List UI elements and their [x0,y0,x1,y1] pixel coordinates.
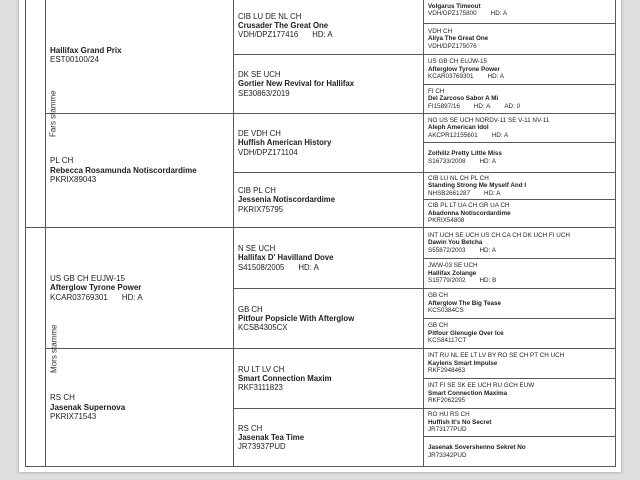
side-label-text: Fars stamme [48,89,58,137]
dog-title: US GB CH EUJW-15 [50,273,125,283]
dog-registration: AKCPR12155601 [428,131,478,139]
dog-registration: S55872/2003 [428,246,466,254]
dog-registration-line [428,158,611,165]
dog-registration-line [428,367,611,374]
dog-name: Pitfour Popsicle With Afterglow [238,313,355,323]
dog-name: Afterglow Tyrone Power [50,283,142,293]
great-grandparent-cell [424,114,616,143]
grandparent-cell [234,114,424,173]
dog-title: GB CH [428,322,448,330]
dog-title: DK SE UCH [238,70,281,80]
pedigree-row [26,0,616,24]
great-grandparent-cell [424,259,616,289]
dog-title: VDH CH [428,27,453,35]
dog-title: FI CH [428,87,445,95]
hd-score: HD: A [479,157,496,165]
dog-registration-line [428,190,611,197]
dog-title: N SE UCH [238,244,276,254]
pedigree-table [25,0,616,467]
dog-registration: RKF2062295 [428,397,466,405]
parent-cell [46,0,234,114]
great-grandparent-cell [424,319,616,349]
great-grandparent-cell [424,409,616,437]
dog-title: GB CH [428,292,448,300]
dog-title: INT FI SE SK EE UCH RU GCH EUW [428,382,535,390]
dog-name: Kaylens Smart Impulse [428,359,498,367]
dog-registration: KCSB4305CX [238,323,288,333]
great-grandparent-cell [424,200,616,228]
dog-registration: VDH/DPZ177416 [238,30,299,40]
dog-registration-line [50,293,229,302]
great-grandparent-cell [424,143,616,173]
great-grandparent-cell [424,85,616,114]
hd-score: HD: A [487,73,504,81]
hd-score: HD: A [473,102,491,110]
dog-title: NO US SE UCH NORDV-11 SE V-11 NV-11 [428,116,550,124]
dog-name: Abadonna Notiscordardime [428,209,511,217]
dog-title: CIB LU DE NL CH [238,11,302,21]
dog-registration: KCAR03769301 [428,73,474,81]
dog-name: Rebecca Rosamunda Notiscordardime [50,165,197,175]
dog-name: Smart Connection Maxima [428,389,508,397]
parent-cell [46,228,234,349]
dog-registration-line [428,132,611,139]
dog-name: Jasenak Supernova [50,402,126,412]
dog-registration-line [238,323,419,332]
dog-registration: JR73937PUD [238,442,286,452]
grandparent-cell [234,0,424,55]
dog-title: INT RU NL EE LT LV BY RO SE CH PT CH UCH [428,352,565,360]
dog-name: Gortier New Revival for Hallifax [238,79,355,89]
dog-name: Jasenak Tea Time [238,432,305,442]
dog-registration-line [50,55,229,64]
hd-score: HD: A [312,30,333,40]
dog-name: Huffish It's No Secret [428,418,492,426]
hd-score: HD: B [479,277,497,285]
great-grandparent-cell [424,289,616,319]
dog-registration: RKF3111823 [238,383,283,393]
dog-registration-line [428,307,611,314]
dog-name: Del Zarcoso Sabor A Mi [428,95,499,103]
dog-registration: NHSB2661287 [428,189,471,197]
mother-side-label [26,228,59,467]
dog-registration-line [428,277,611,284]
great-grandparent-cell [424,55,616,85]
dog-registration: S15779/2002 [428,277,466,285]
dog-name: Pitfour Glenugie Over Ice [428,329,504,337]
dog-registration: PKRIX71543 [50,412,97,422]
dog-registration-line [238,442,419,451]
dog-name: Jessenia Notiscordardime [238,195,336,205]
dog-registration: S41508/2005 [238,262,285,272]
dog-registration: KCS0384CS [428,307,464,315]
dog-registration-line [238,148,419,157]
dog-name: Aleph American Idol [428,124,489,132]
dog-title: RU LT LV CH [238,364,285,374]
dog-title: RS CH [50,393,75,403]
dog-name: Smart Connection Maxim [238,373,332,383]
grandparent-cell [234,173,424,228]
dog-title: DE VDH CH [238,129,281,139]
great-grandparent-cell [424,349,616,379]
dog-registration: RKF2948463 [428,367,466,375]
dog-registration-line [428,337,611,344]
dog-registration-line [428,43,611,50]
dog-title: CIB PL CH [238,186,276,196]
grandparent-cell [234,289,424,349]
dog-title: RS CH [238,423,263,433]
dog-registration-line [428,426,611,433]
father-side-label [26,0,58,228]
parent-cell [46,349,234,467]
hd-score: HD: A [121,292,143,302]
dog-registration-line [428,247,611,254]
dog-name: Huffish American History [238,138,332,148]
dog-registration: SE30863/2019 [238,88,290,98]
dog-name: Crusader The Great One [238,20,329,30]
dog-title: JWW-03 SE UCH [428,262,478,270]
dog-registration-line [238,205,419,214]
dog-registration: EST00100/24 [50,55,99,64]
pedigree-row [26,228,616,259]
dog-registration-line [238,89,419,98]
bottom-margin [25,456,615,470]
dog-name: Aliya The Great One [428,35,489,43]
pedigree-row [26,349,616,379]
dog-registration: PKRIX75795 [238,204,284,214]
dog-name: Volgarus Timeout [428,2,481,10]
dog-registration: FI15897/16 [428,102,460,110]
side-label-text: Mors stamme [49,324,59,373]
great-grandparent-cell [424,0,616,24]
ad-score: AD: 0 [504,102,521,110]
dog-registration: S16733/2008 [428,157,466,165]
dog-registration: VDH/DPZ175800 [428,10,477,17]
dog-registration: JR73177PUD [428,426,467,434]
dog-registration: VDH/DPZ171104 [238,147,298,157]
grandparent-cell [234,349,424,409]
dog-registration-line [428,217,611,224]
dog-title: RO HU RS CH [428,411,470,419]
grandparent-cell [234,228,424,289]
dog-registration-line [50,412,229,421]
dog-title: CIB LU NL CH PL CH [428,174,489,182]
dog-name: Standing Strong Me Myself And I [428,182,527,190]
great-grandparent-cell [424,228,616,259]
dog-registration: KCS84117CT [428,337,467,345]
dog-name: Zolhillz Pretty Little Miss [428,150,502,158]
grandparent-cell [234,55,424,114]
great-grandparent-cell [424,173,616,200]
dog-registration: PKRIX89043 [50,175,97,185]
hd-score: HD: A [490,10,508,17]
dog-name: Hallifax Grand Prix [50,45,122,55]
pedigree-sheet [19,0,621,472]
hd-score: HD: A [479,246,496,254]
dog-title: INT UCH SE UCH US CH CA CH DK UCH FI UCH [428,231,570,239]
great-grandparent-cell [424,379,616,409]
dog-registration: JR73342PUD [428,451,467,459]
dog-name: Dawin You Betcha [428,239,483,247]
dog-title: GB CH [238,304,263,314]
dog-registration-line [238,263,419,272]
dog-registration: KCAR03769301 [50,292,108,302]
dog-name: Afterglow The Big Tease [428,299,502,307]
dog-name: Hallifax Zolange [428,269,477,277]
dog-title: CIB PL LT UA CH GR UA CH [428,202,510,210]
dog-registration-line [238,30,419,39]
dog-title: US GB CH EUJW-15 [428,58,488,66]
hd-score: HD: A [491,131,509,139]
dog-name: Jasenak Sovershenno Sekret No [428,444,526,452]
dog-registration-line [428,73,611,80]
parent-cell [46,114,234,228]
dog-registration: PKRIX54808 [428,217,465,225]
pedigree-row [26,114,616,143]
dog-name: Afterglow Tyrone Power [428,65,500,73]
dog-title: PL CH [50,156,74,166]
dog-name: Hallifax D' Havilland Dove [238,253,334,263]
hd-score: HD: A [484,189,501,197]
great-grandparent-cell [424,24,616,55]
dog-registration-line [50,175,229,184]
dog-registration-line [428,103,611,110]
dog-registration-line [428,397,611,404]
dog-registration: VDH/DPZ175076 [428,42,477,50]
hd-score: HD: A [298,262,319,272]
dog-registration-line [428,10,611,17]
dog-registration-line [238,383,419,392]
